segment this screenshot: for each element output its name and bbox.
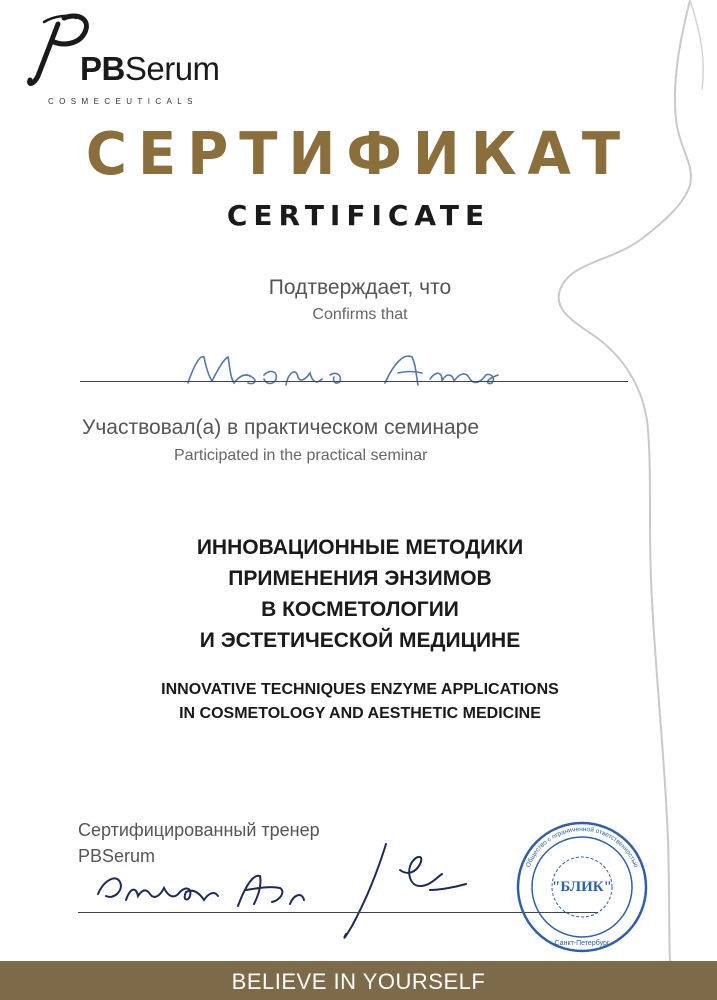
course-title-russian (60, 532, 660, 656)
brand-name-light: Serum (124, 50, 220, 87)
confirms-english: Confirms that (312, 306, 408, 323)
trainer-label-english: PBSerum (78, 846, 156, 866)
svg-text:Общество с ограниченной ответс (525, 826, 640, 869)
title-english: CERTIFICATE (226, 199, 491, 232)
title-russian: СЕРТИФИКАТ (85, 120, 632, 189)
participated-english: Participated in the practical seminar (174, 447, 428, 464)
course-ru-line: ПРИМЕНЕНИЯ ЭНЗИМОВ (228, 567, 492, 590)
course-ru-line: В КОСМЕТОЛОГИИ (261, 598, 459, 621)
brand-name (80, 50, 220, 88)
course-ru-line: И ЭСТЕТИЧЕСКОЙ МЕДИЦИНЕ (199, 629, 521, 652)
course-en-line: INNOVATIVE TECHNIQUES ENZYME APPLICATIONS (161, 681, 559, 698)
course-en-line: IN COSMETOLOGY AND AESTHETIC MEDICINE (179, 705, 541, 722)
company-stamp (512, 817, 652, 957)
participated-russian: Участвовал(а) в практическом семинаре (82, 416, 480, 439)
brand-tagline: COSMECEUTICALS (48, 97, 198, 106)
brand-logo (24, 10, 244, 105)
course-ru-line: ИННОВАЦИОННЫЕ МЕТОДИКИ (196, 536, 524, 559)
confirms-russian: Подтверждает, что (268, 276, 452, 299)
footer-slogan: BELIEVE IN YOURSELF (231, 969, 486, 994)
course-title-english (40, 678, 680, 726)
trainer-signature (90, 830, 510, 950)
trainer-label-russian: Сертифицированный тренер (78, 820, 320, 840)
stamp-ring-text: Общество с ограниченной ответственностью (524, 825, 640, 869)
stamp-center-text: "БЛИК" (552, 879, 612, 895)
brand-name-bold: PB (80, 50, 125, 87)
stamp-city-text: Санкт-Петербург (554, 940, 610, 947)
name-underline (80, 381, 628, 382)
recipient-handwritten-name (180, 345, 520, 395)
